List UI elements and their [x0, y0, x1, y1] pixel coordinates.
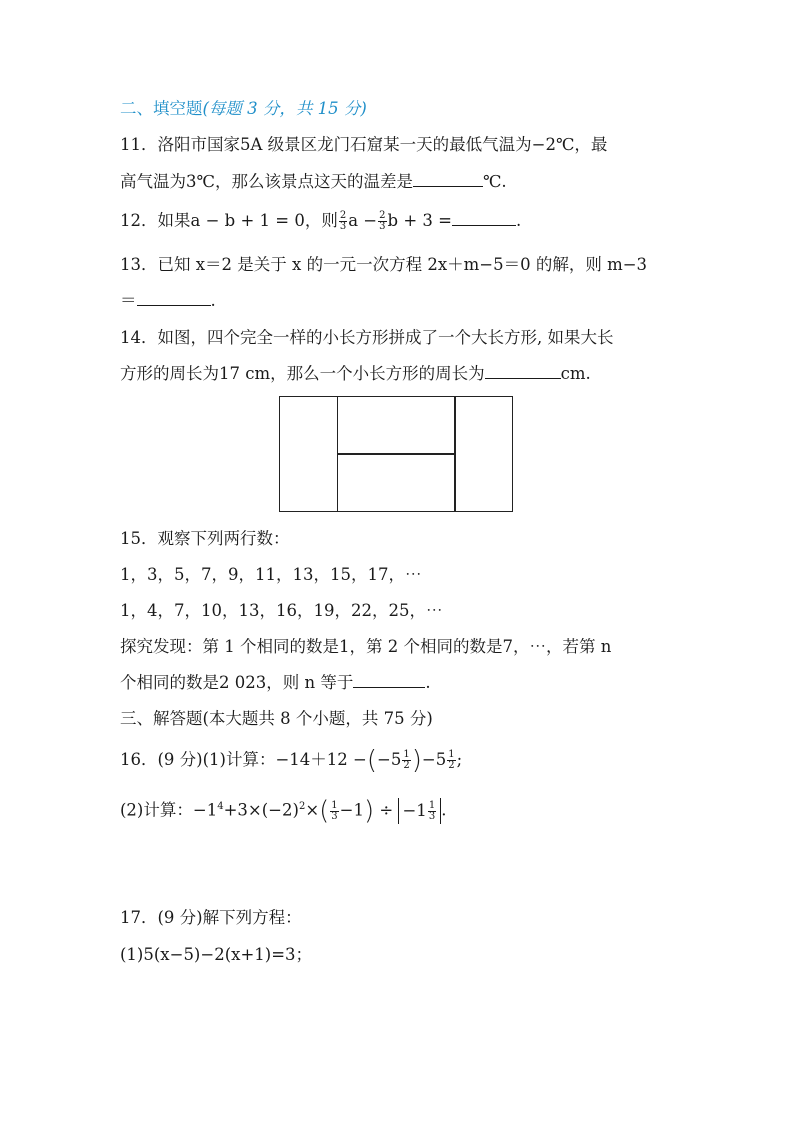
- q16-p2-mid: +3×(−2): [223, 800, 299, 820]
- q12-expr1: a − b + 1 = 0，则: [190, 211, 338, 230]
- q12-frac2-den: 3: [379, 221, 386, 232]
- q16-p2-minus-one: −1: [339, 800, 364, 820]
- q12-mid: a −: [348, 211, 378, 230]
- q15-row2: 1，4，7，10，13，16，19，22，25，⋯: [120, 601, 443, 620]
- q16-p2-end: .: [441, 800, 447, 820]
- q11-unit: ℃.: [482, 172, 507, 191]
- q11-line2: [120, 170, 507, 194]
- q12-end: .: [515, 211, 522, 230]
- q16-abs-minus-one: −1: [402, 801, 427, 820]
- q16-p2-exp1: 4: [217, 801, 224, 812]
- q15-text: 个相同的数是2 023，则 n 等于: [120, 673, 354, 692]
- q16-part2: [120, 798, 446, 824]
- q16-abs-third-den: 3: [428, 811, 436, 822]
- q14-figure: [279, 396, 514, 513]
- q12-fraction-1: [339, 211, 347, 232]
- q16-half1-den: 2: [403, 760, 410, 771]
- q14-unit: cm.: [560, 364, 591, 383]
- q16-half-1: [402, 750, 410, 771]
- q16-third: [330, 801, 338, 822]
- q16-p1-end: ;: [456, 750, 463, 769]
- figure-right-rect: [454, 396, 513, 512]
- q13-answer-blank[interactable]: [137, 289, 211, 306]
- q17-line2: (1)5(x−5)−2(x+1)=3；: [120, 945, 313, 964]
- q16-half1-num: 1: [403, 749, 410, 760]
- section-2-heading: [120, 97, 367, 121]
- section-2-note: (每题 3 分，共 15 分): [202, 99, 367, 118]
- q12-frac1-num: 2: [339, 210, 347, 221]
- q16-abs-third-num: 1: [428, 800, 436, 811]
- q12-tail: b + 3 =: [387, 211, 452, 230]
- q17-line1: 17．(9 分)解下列方程：: [120, 908, 302, 927]
- q14-line2: [120, 362, 591, 386]
- q16-left-paren: (: [366, 745, 378, 776]
- q16-p2-times: ×: [305, 800, 320, 820]
- q13-eq: ＝: [120, 291, 137, 310]
- q13-line2: [120, 289, 216, 313]
- q13-end: .: [210, 291, 216, 310]
- q11-line1: 11．洛阳市国家5A 级景区龙门石窟某一天的最低气温为−2℃，最: [120, 135, 608, 154]
- q15-answer-blank[interactable]: [353, 671, 425, 688]
- q16-p2-right-paren: ): [364, 796, 375, 826]
- q11-text: 高气温为3℃，那么该景点这天的温差是: [120, 172, 413, 191]
- q16-third-den: 3: [331, 810, 338, 822]
- q16-half2-den: 2: [448, 760, 455, 771]
- q16-minus-five: −5: [421, 750, 447, 769]
- figure-middle-bottom-rect: [337, 453, 456, 512]
- q15-line4: 探究发现：第 1 个相同的数是1，第 2 个相同的数是7，⋯，若第 n: [120, 637, 612, 656]
- q15-line5: [120, 671, 431, 695]
- q12-fraction-2: [378, 211, 386, 232]
- q16-abs-third: [428, 801, 436, 822]
- q14-text: 方形的周长为17 cm，那么一个小长方形的周长为: [120, 364, 485, 383]
- q16-p2-text: (2)计算：−1: [120, 800, 218, 820]
- q15-line1: 15．观察下列两行数：: [120, 529, 290, 548]
- q16-neg-five: −5: [377, 750, 402, 769]
- q16-p2-divide: ÷: [379, 800, 394, 820]
- q16-half-2: [447, 750, 455, 771]
- q16-p2-left-paren: (: [319, 796, 330, 826]
- q15-end: .: [425, 673, 431, 692]
- figure-middle-top-rect: [337, 396, 456, 455]
- q16-half2-num: 1: [448, 749, 455, 760]
- q12-frac1-den: 3: [339, 221, 347, 232]
- q12-line: [120, 209, 521, 233]
- q14-answer-blank[interactable]: [485, 362, 561, 379]
- figure-left-rect: [279, 396, 338, 512]
- q16-abs-value: [398, 798, 441, 824]
- section-2-title: 二、填空题: [120, 99, 203, 118]
- q14-line1: 14．如图，四个完全一样的小长方形拼成了一个大长方形, 如果大长: [120, 328, 614, 347]
- q16-part1: [120, 745, 463, 776]
- q12-answer-blank[interactable]: [452, 209, 516, 226]
- q11-answer-blank[interactable]: [413, 170, 483, 187]
- q12-frac2-num: 2: [379, 210, 386, 221]
- q16-right-paren: ): [411, 745, 422, 776]
- section-3-heading: 三、解答题(本大题共 8 个小题，共 75 分): [120, 709, 433, 728]
- q16-p2-exp2: 2: [298, 801, 306, 812]
- q16-third-num: 1: [331, 799, 338, 811]
- q13-line1: 13．已知 x＝2 是关于 x 的一元一次方程 2x＋m−5＝0 的解，则 m−3: [120, 255, 648, 274]
- q15-row1: 1，3，5，7，9，11，13，15，17，⋯: [120, 565, 422, 584]
- q12-prefix: 12．如果: [120, 211, 191, 230]
- q16-p1-text: 16．(9 分)(1)计算：−14＋12 −: [120, 750, 367, 769]
